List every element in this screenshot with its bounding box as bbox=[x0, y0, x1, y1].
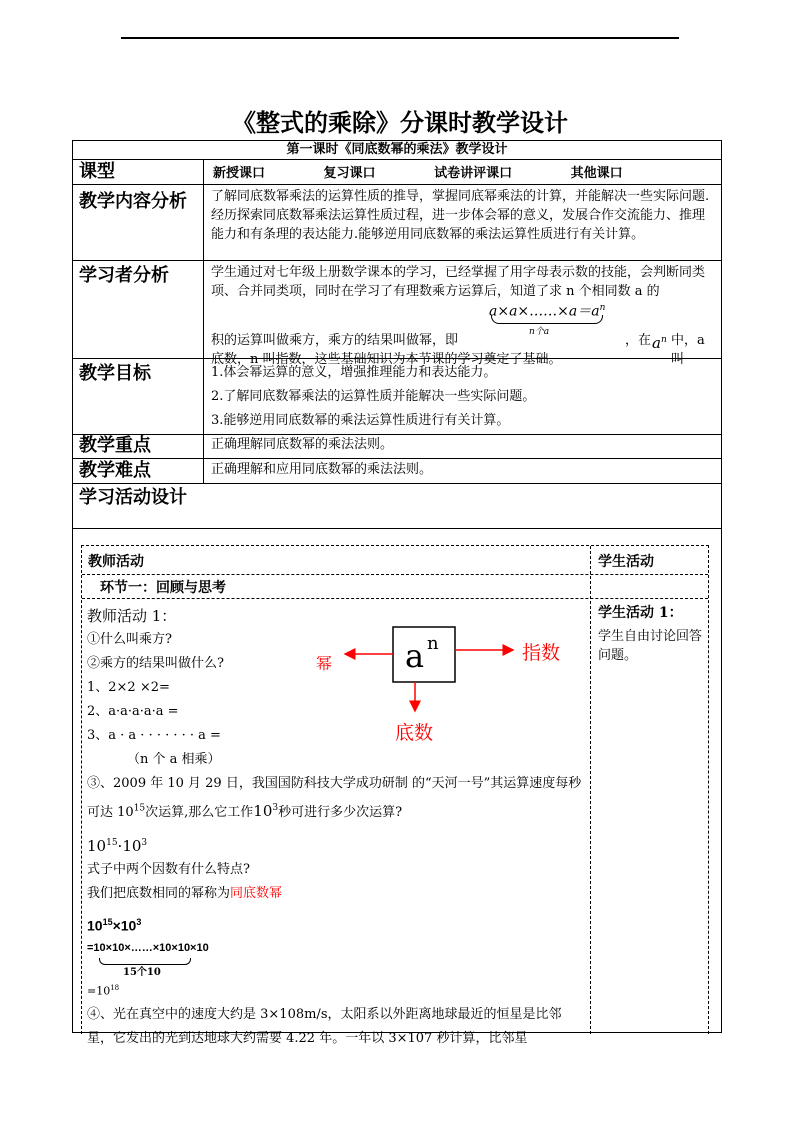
a-n-symbol: $a^n$ bbox=[652, 334, 667, 352]
calc-line-1: $10^{15}\times 10^3$ bbox=[87, 917, 142, 934]
key-text: 正确理解同底数幂的乘法法则。 bbox=[211, 437, 394, 452]
goal-item: 2.了解同底数幂乘法的运算性质并能解决一些实际问题。 bbox=[211, 389, 536, 404]
question-3: ③、2009 年 10 月 29 日，我国国防科技大学成功研制 的“天河一号”其运算速度每秒可达 $10^{15}$次运算,那么它工作$10^3$秒可进行多少次运算? bbox=[87, 776, 582, 820]
type-option: 其他课口 bbox=[570, 166, 623, 181]
type-option: 试卷讲评课口 bbox=[434, 166, 513, 181]
activity-label: 学习活动设计 bbox=[79, 487, 187, 508]
goals-list bbox=[211, 361, 713, 433]
learner-text bbox=[211, 263, 713, 369]
key-label: 教学重点 bbox=[79, 435, 151, 456]
calc-brace-line: 15个10 bbox=[87, 958, 582, 976]
row-divider bbox=[73, 184, 721, 185]
learner-para-2: 积的运算叫做乘方，乘方的结果叫做幂，即 ，在 $a^n$ 中，a 叫 bbox=[211, 333, 705, 367]
question-5: 我们把底数相同的幂称为同底数幂 bbox=[87, 886, 283, 901]
section-heading: 环节一：回顾与思考 bbox=[100, 580, 226, 596]
calc-line-4: $=10^{18}$ bbox=[87, 983, 120, 998]
dashed-column-divider bbox=[590, 546, 591, 1034]
question-6: ④、光在真空中的速度大约是 3×108m/s，太阳系以外距离地球最近的恒星是比邻星，它发出的光到达地球大约需要 4.22 年。一年以 3×107 秒计算，比邻星 bbox=[87, 1007, 562, 1047]
type-label: 课型 bbox=[79, 161, 115, 182]
student-activity-content bbox=[598, 604, 704, 665]
expression: $10^{15}\cdot 10^3$ bbox=[87, 837, 148, 855]
exponent-label: 指数 bbox=[522, 642, 561, 664]
learner-label: 学习者分析 bbox=[79, 265, 169, 286]
row-divider bbox=[73, 458, 721, 459]
activity-table bbox=[81, 545, 709, 1047]
learner-formula-line bbox=[211, 301, 713, 337]
dashed-divider bbox=[82, 598, 708, 599]
student-activity-head: 学生活动 bbox=[598, 554, 654, 570]
content-label: 教学内容分析 bbox=[79, 191, 187, 212]
dashed-divider bbox=[82, 574, 708, 575]
row-divider bbox=[73, 260, 721, 261]
power-formula: $a\times a\times\dots\dots\times a=a^n$ bbox=[489, 303, 606, 320]
header-rule bbox=[121, 37, 679, 39]
difficulty-text: 正确理解和应用同底数幂的乘法法则。 bbox=[211, 462, 433, 477]
exercise-2: 2、a·a·a·a·a = bbox=[87, 704, 179, 719]
exercise-note: （n 个 a 相乘） bbox=[127, 752, 221, 767]
underbrace-label: n个a bbox=[529, 327, 550, 337]
type-option: 复习课口 bbox=[323, 166, 376, 181]
base-symbol: a bbox=[405, 637, 425, 675]
question-2: ②乘方的结果叫做什么? bbox=[87, 656, 224, 671]
goals-label: 教学目标 bbox=[79, 363, 151, 384]
goal-item: 3.能够逆用同底数幂的乘法运算性质进行有关计算。 bbox=[211, 413, 510, 428]
exercise-1: 1、2×2 ×2= bbox=[87, 680, 170, 695]
document-title: 《整式的乘除》分课时教学设计 bbox=[232, 108, 568, 137]
difficulty-label: 教学难点 bbox=[79, 460, 151, 481]
exponent-symbol: n bbox=[427, 633, 439, 654]
subtitle: 第一课时《同底数幂的乘法》教学设计 bbox=[286, 142, 508, 157]
exercise-3: 3、a · a · · · · · · · a = bbox=[87, 728, 221, 743]
calc-line-2: =10×10×……×10×10×10 bbox=[87, 941, 209, 954]
type-option: 新授课口 bbox=[213, 166, 266, 181]
base-label: 底数 bbox=[395, 722, 434, 744]
row-divider bbox=[73, 528, 721, 529]
lesson-plan-table bbox=[72, 140, 722, 1047]
question-4: 式子中两个因数有什么特点? bbox=[87, 862, 250, 877]
power-label: 幂 bbox=[316, 654, 333, 673]
content-text: 了解同底数幂乘法的运算性质的推导，掌握同底幂乘法的计算，并能解决一些实际问题.经历探索同底数幂乘法运算性质过程，进一步体会幂的意义，发展合作交流能力、推理能力和有条理的表达能力.能够逆用同底数幂的乘法运算性质进行有关计算。 bbox=[211, 189, 710, 242]
learner-para-3: 底数，n 叫指数，这些基础知识为本节课的学习奠定了基础。 bbox=[211, 352, 562, 367]
row-divider bbox=[73, 159, 721, 160]
teacher-activity-head: 教师活动 bbox=[88, 554, 144, 570]
student-activity-text: 学生自由讨论回答问题。 bbox=[598, 629, 703, 663]
teacher-activity-title: 教师活动 1： bbox=[87, 607, 177, 625]
row-divider bbox=[73, 483, 721, 484]
question-1: ①什么叫乘方? bbox=[87, 632, 172, 647]
column-divider bbox=[203, 159, 204, 483]
learner-para-1: 学生通过对七年级上册数学课本的学习，已经掌握了用字母表示数的技能，会判断同类项、合并同类项，同时在学习了有理数乘方运算后，知道了求 n 个相同数 a 的 bbox=[211, 265, 706, 299]
student-activity-title: 学生活动 1： bbox=[598, 605, 683, 621]
type-options bbox=[213, 162, 677, 181]
goal-item: 1.体会幂运算的意义，增强推理能力和表达能力。 bbox=[211, 365, 497, 380]
